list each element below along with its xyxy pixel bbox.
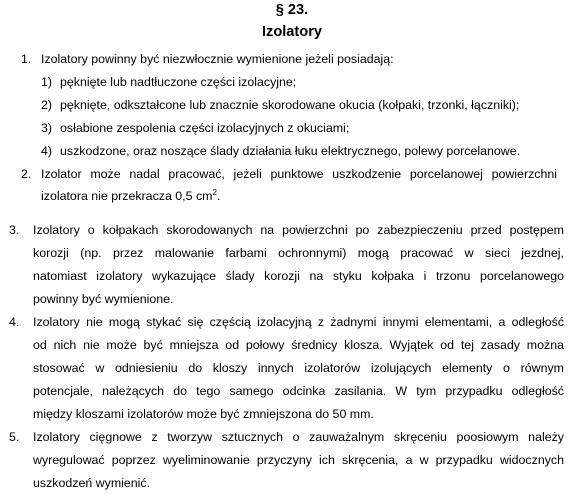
item-text-line: powinny być wymienione. (33, 292, 174, 306)
item-text: izolatora nie przekracza 0,5 cm (41, 189, 213, 203)
item-text-line: od nich nie może być mniejsza od połowy średnicy klosza. Wyjątek od tej zasady można (33, 338, 564, 352)
section-title: Izolatory (261, 24, 322, 40)
item-number: 2. (21, 167, 32, 181)
item-number: 3. (9, 223, 20, 237)
item-text-line: Izolatory nie mogą stykać się częścią izolacyjną z żadnymi innymi elementami, a odległość (33, 315, 564, 329)
subitem-number: 2) (41, 98, 53, 112)
item-text-line: korozji (np. przez malowanie farbami ochronnymi) mogą pracować w sieci jezdnej, (33, 246, 564, 260)
subitem-text: uszkodzone, oraz noszące ślady działania łuku elektrycznego, polewy porcelanowe. (60, 144, 521, 158)
item-text-line: Izolator może nadal pracować, jeżeli punktowe uszkodzenie porcelanowej powierzchni (41, 167, 557, 181)
item-text-line: wyregulować poprzez wyeliminowanie przyczyny ich skręcenia, a w przypadku widocznych (33, 453, 564, 467)
item-text-line: uszkodzeń wymienić. (33, 476, 151, 490)
item-text-line: natomiast izolatory wykazujące ślady korozji na styku kołpaka i trzonu porcelanowego (33, 269, 564, 283)
item-text-line: Izolatory o kołpakach skorodowanych na powierzchni po zabezpieczeniu przed postępem (33, 223, 564, 237)
section-number: § 23. (275, 2, 309, 18)
item-text-tail: . (216, 189, 221, 203)
item-text: Izolatory powinny być niezwłocznie wymienione jeżeli posiadają: (41, 52, 394, 66)
subitem-number: 1) (41, 75, 53, 89)
item-text-line (41, 188, 220, 204)
item-text-line: między kloszami izolatorów może być zmniejszona do 50 mm. (33, 407, 374, 421)
item-text-line: potencjale, należących do tego samego odcinka zasilania. W tym przypadku odległość (33, 384, 564, 398)
item-text-line: Izolatory cięgnowe z tworzyw sztucznych o zauważalnym skręceniu poosiowym należy (33, 430, 564, 444)
subitem-text: pęknięte, odkształcone lub znacznie skorodowane okucia (kołpaki, trzonki, łączniki); (60, 98, 520, 112)
subitem-number: 4) (41, 144, 53, 158)
item-number: 4. (9, 315, 20, 329)
subitem-number: 3) (41, 121, 53, 135)
subitem-text: osłabione zespolenia części izolacyjnych z okuciami; (60, 121, 350, 135)
item-number: 5. (9, 430, 20, 444)
subitem-text: pęknięte lub nadtłuczone części izolacyjne; (60, 75, 297, 89)
item-text-line: stosować w odniesieniu do kloszy innych izolatorów izolujących elementy o równym (33, 361, 564, 375)
superscript: 2 (212, 188, 217, 197)
item-number: 1. (21, 52, 32, 66)
